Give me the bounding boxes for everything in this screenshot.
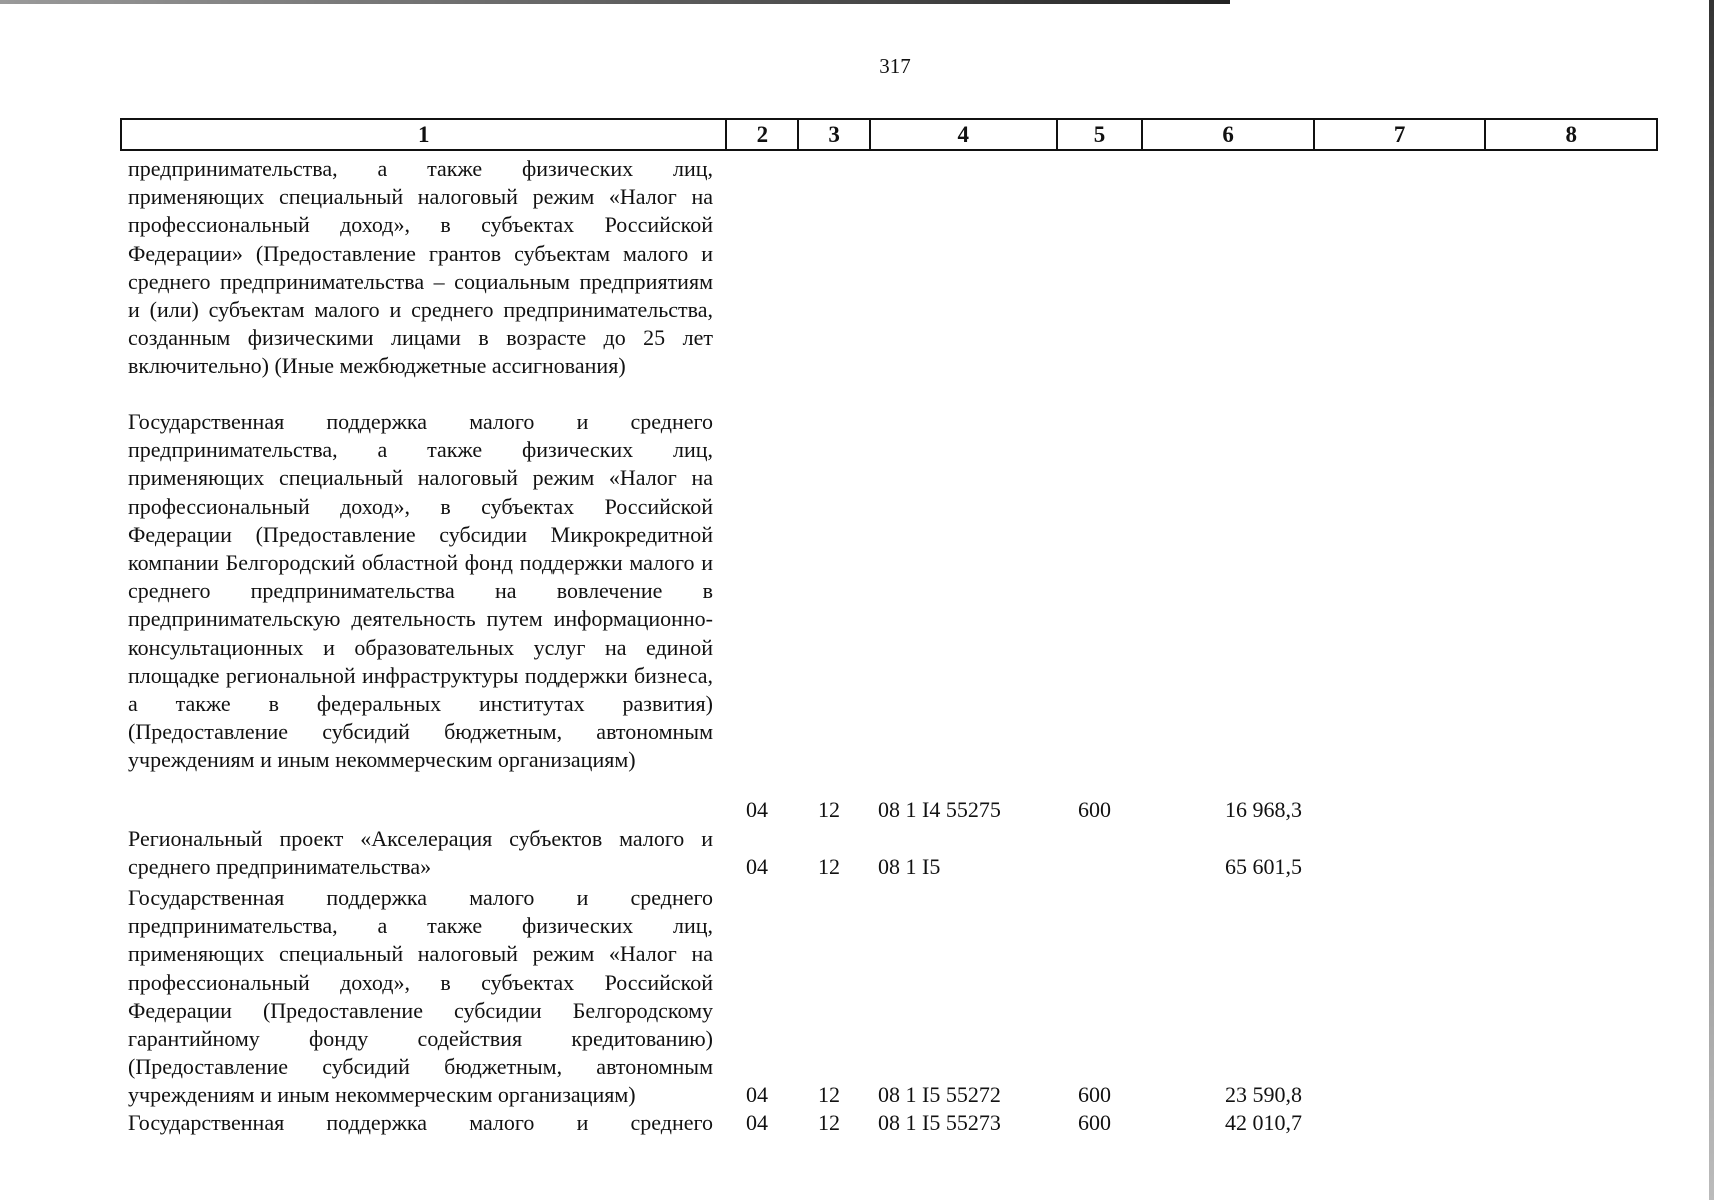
header-col-6: 6 — [1143, 120, 1315, 149]
row-target-code: 08 1 I5 — [878, 854, 941, 879]
row-description: Государственная поддержка малого и среднего предпринимательства, а также физических лиц, применяющих специальный налоговый режим «Налог на профессиональный доход», в субъектах Российской Федерации (Предоставление субсидии Белгородскому гарантийному фонду содействия кредитованию) (Предоставление субсидий бюджетным, автономным учреждениям и иным некоммерческим организациям) — [128, 885, 713, 1108]
row-subsection-code: 12 — [818, 1082, 840, 1107]
table-header — [120, 118, 1658, 151]
scan-edge-top — [0, 0, 1230, 4]
header-col-5: 5 — [1058, 120, 1144, 149]
row-subsection-code: 12 — [818, 1110, 840, 1135]
row-amount: 42 010,7 — [1225, 1110, 1302, 1135]
row-subsection-code: 12 — [818, 797, 840, 822]
scan-edge-right — [1709, 0, 1714, 1200]
row-description: Региональный проект «Акселерация субъектов малого и среднего предпринимательства» — [128, 826, 713, 880]
row-description: Государственная поддержка малого и среднего — [128, 1110, 713, 1135]
row-description: предпринимательства, а также физических лиц, применяющих специальный налоговый режим «Налог на профессиональный доход», в субъектах Российской Федерации» (Предоставление грантов субъектам малого и среднего предпринимательства – социальным предприятиям и (или) субъектам малого и среднего предпринимательства, созданным физическими лицами в возрасте до 25 лет включительно) (Иные межбюджетные ассигнования) — [128, 156, 713, 379]
row-section-code: 04 — [746, 797, 768, 822]
row-amount: 23 590,8 — [1225, 1082, 1302, 1107]
row-amount: 16 968,3 — [1225, 797, 1302, 822]
row-target-code: 08 1 I5 55272 — [878, 1082, 1001, 1107]
row-section-code: 04 — [746, 1082, 768, 1107]
row-subsection-code: 12 — [818, 854, 840, 879]
row-description: Государственная поддержка малого и среднего предпринимательства, а также физических лиц, применяющих специальный налоговый режим «Налог на профессиональный доход», в субъектах Российской Федерации (Предоставление субсидии Микрокредитной компании Белгородский областной фонд поддержки малого и среднего предпринимательства на вовлечение в предпринимательскую деятельность путем информационно-консультационных и образовательных услуг на единой площадке региональной инфраструктуры поддержки бизнеса, а также в федеральных институтах развития) (Предоставление субсидий бюджетным, автономным учреждениям и иным некоммерческим организациям) — [128, 409, 713, 773]
row-expense-type: 600 — [1078, 1082, 1111, 1107]
header-col-2: 2 — [727, 120, 799, 149]
row-target-code: 08 1 I5 55273 — [878, 1110, 1001, 1135]
header-col-7: 7 — [1315, 120, 1487, 149]
row-expense-type: 600 — [1078, 1110, 1111, 1135]
row-expense-type: 600 — [1078, 797, 1111, 822]
row-section-code: 04 — [746, 854, 768, 879]
row-section-code: 04 — [746, 1110, 768, 1135]
header-col-1: 1 — [122, 120, 727, 149]
header-col-8: 8 — [1565, 122, 1577, 147]
header-col-3: 3 — [799, 120, 871, 149]
row-target-code: 08 1 I4 55275 — [878, 797, 1001, 822]
page-number: 317 — [879, 54, 911, 78]
header-col-4: 4 — [871, 120, 1058, 149]
row-amount: 65 601,5 — [1225, 854, 1302, 879]
